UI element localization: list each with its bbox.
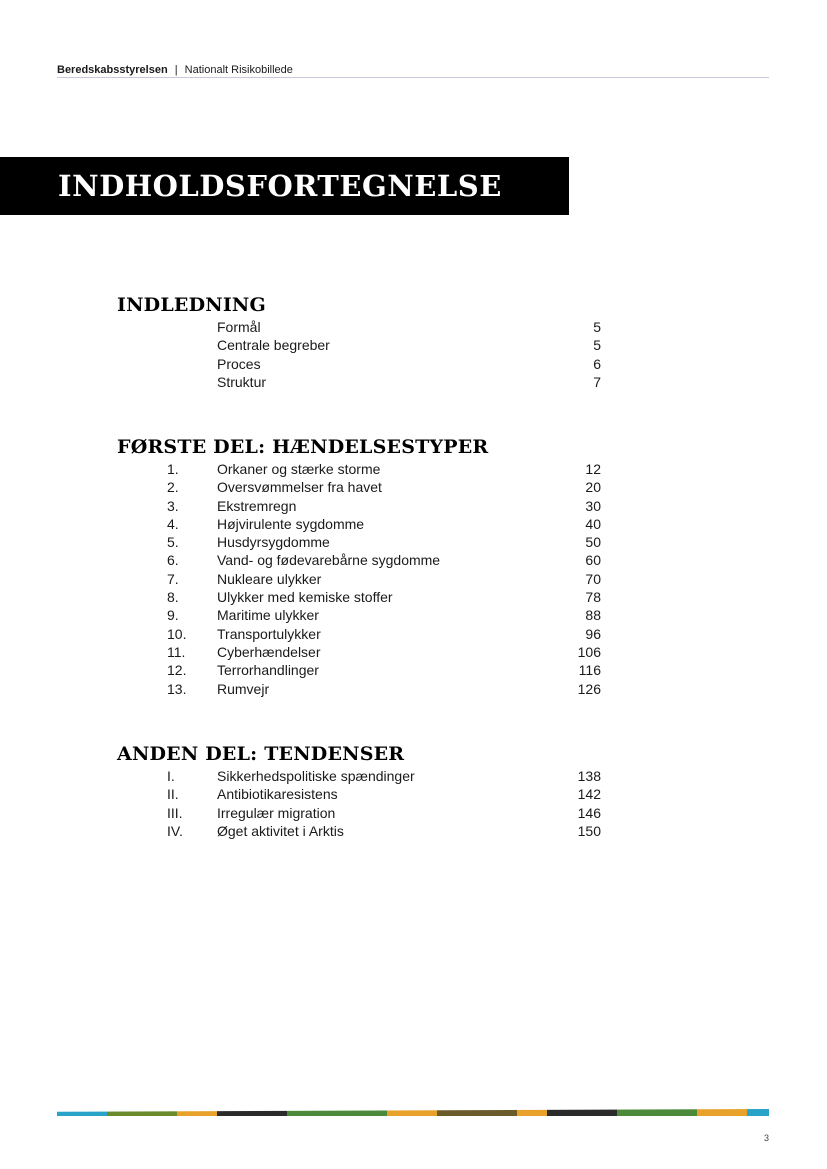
toc-entry-label: Antibiotikaresistens	[217, 786, 338, 803]
toc-entry-page: 78	[585, 589, 601, 606]
toc-entry-label: Oversvømmelser fra havet	[217, 479, 382, 496]
toc-entry[interactable]	[0, 661, 827, 679]
toc-entry-page: 96	[585, 625, 601, 642]
toc-entry-label: Centrale begreber	[217, 337, 330, 354]
toc-entry-page: 5	[593, 319, 601, 335]
toc-entry[interactable]	[0, 373, 827, 391]
toc-entry-page: 5	[593, 337, 601, 354]
toc-entry-page: 116	[578, 662, 601, 679]
toc-entry[interactable]	[0, 336, 827, 354]
toc-entry[interactable]	[0, 767, 827, 785]
toc-entry-page: 7	[593, 373, 601, 390]
page-title: INDHOLDSFORTEGNELSE	[58, 169, 502, 203]
toc-entry[interactable]	[0, 822, 827, 840]
toc-entry-page: 150	[577, 822, 601, 839]
toc-entry[interactable]	[0, 318, 827, 336]
toc-entry-number: 10.	[167, 625, 187, 642]
toc-entry[interactable]	[0, 804, 827, 822]
toc-entry-page: 20	[585, 479, 601, 496]
toc-entry[interactable]	[0, 551, 827, 569]
toc-entry-label: Struktur	[217, 373, 267, 390]
toc-list-intro	[0, 318, 827, 391]
toc-entry-label: Vand- og fødevarebårne sygdomme	[217, 552, 441, 569]
toc-entry[interactable]	[0, 625, 827, 643]
toc-entry[interactable]	[0, 606, 827, 624]
toc-entry-label: Transportulykker	[217, 625, 321, 642]
toc-entry-page: 142	[577, 786, 601, 803]
toc-entry-number: 9.	[167, 607, 179, 624]
toc-entry[interactable]	[0, 785, 827, 803]
toc-entry-label: Nukleare ulykker	[217, 570, 322, 587]
toc-entry-label: Maritime ulykker	[217, 607, 319, 624]
toc-list-part2	[0, 767, 827, 840]
toc-entry-page: 30	[585, 497, 601, 514]
toc-entry-label: Irregulær migration	[217, 804, 336, 821]
toc-entry-page: 6	[593, 355, 601, 372]
toc-entry-label: Ekstremregn	[217, 497, 297, 514]
toc-entry-number: I.	[167, 768, 175, 784]
toc-entry[interactable]	[0, 355, 827, 373]
toc-entry-page: 126	[577, 680, 601, 697]
toc-entry-page: 146	[577, 804, 601, 821]
toc-entry[interactable]	[0, 460, 827, 478]
toc-entry-page: 60	[585, 552, 601, 569]
toc-entry-label: Formål	[217, 319, 261, 335]
toc-entry-number: 11.	[167, 643, 186, 660]
toc-entry-label: Husdyrsygdomme	[217, 534, 330, 551]
toc-entry-page: 12	[585, 461, 601, 477]
toc-entry-page: 106	[577, 643, 601, 660]
toc-entry-label: Øget aktivitet i Arktis	[217, 822, 344, 839]
toc-entry-label: Ulykker med kemiske stoffer	[217, 589, 393, 606]
toc-entry-label: Cyberhændelser	[217, 643, 321, 660]
toc-entry-label: Proces	[217, 355, 261, 372]
toc-entry[interactable]	[0, 643, 827, 661]
toc-entry-page: 50	[585, 534, 601, 551]
toc-entry-number: 12.	[167, 662, 187, 679]
toc-entry-page: 70	[585, 570, 601, 587]
toc-entry[interactable]	[0, 680, 827, 698]
toc-entry[interactable]	[0, 570, 827, 588]
toc-entry[interactable]	[0, 588, 827, 606]
toc-entry-number: 13.	[167, 680, 187, 697]
toc-entry-number: IV.	[167, 822, 183, 839]
title-banner	[0, 157, 569, 215]
header-divider	[57, 77, 769, 78]
header-separator: |	[174, 64, 178, 76]
toc-entry-number: 4.	[167, 515, 179, 532]
toc-entry-number: 1.	[167, 461, 179, 477]
toc-entry-label: Højvirulente sygdomme	[217, 515, 365, 532]
header-document-title: Nationalt Risikobillede	[184, 64, 293, 76]
running-header	[57, 63, 769, 77]
toc-entry-number: 2.	[167, 479, 179, 496]
header-organization: Beredskabsstyrelsen	[57, 64, 168, 76]
toc-entry-label: Sikkerhedspolitiske spændinger	[217, 768, 415, 784]
toc-entry[interactable]	[0, 533, 827, 551]
toc-entry-number: 5.	[167, 534, 179, 551]
toc-entry-number: II.	[167, 786, 179, 803]
section-title-intro: INDLEDNING	[117, 294, 266, 316]
toc-entry-number: 3.	[167, 497, 179, 514]
page-number: 3	[763, 1133, 769, 1143]
section-title-part2: ANDEN DEL: TENDENSER	[117, 743, 405, 765]
toc-entry-number: III.	[167, 804, 183, 821]
toc-entry-label: Orkaner og stærke storme	[217, 461, 381, 477]
toc-entry-number: 8.	[167, 589, 179, 606]
toc-entry[interactable]	[0, 515, 827, 533]
toc-entry[interactable]	[0, 497, 827, 515]
toc-entry-number: 7.	[167, 570, 179, 587]
toc-list-part1	[0, 460, 827, 698]
footer-color-strip	[57, 1109, 769, 1116]
toc-entry-page: 138	[577, 768, 601, 784]
toc-entry-label: Rumvejr	[217, 680, 270, 697]
toc-entry-page: 88	[585, 607, 601, 624]
toc-entry[interactable]	[0, 478, 827, 496]
toc-entry-number: 6.	[167, 552, 179, 569]
toc-entry-label: Terrorhandlinger	[217, 662, 319, 679]
section-title-part1: FØRSTE DEL: HÆNDELSESTYPER	[117, 436, 489, 458]
toc-entry-page: 40	[585, 515, 601, 532]
